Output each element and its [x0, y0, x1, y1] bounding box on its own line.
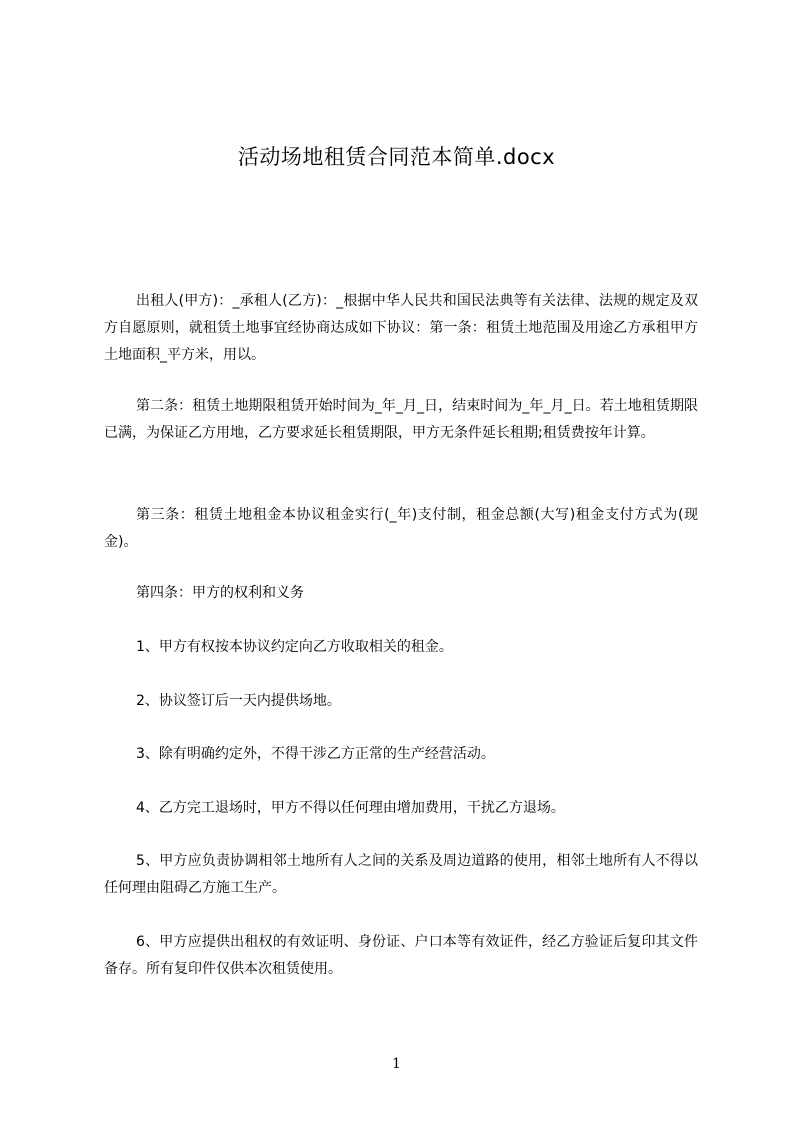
list-item-party-a-duty-3: 3、除有明确约定外，不得干涉乙方正常的生产经营活动。 — [136, 746, 495, 762]
paragraph-parties-and-article-1: 出租人(甲方)：_承租人(乙方)：_根据中华人民共和国民法典等有关法律、法规的规定及双方自愿原则，就租赁土地事宜经协商达成如下协议：第一条：租赁土地范围及用途乙方承租甲方土地面积_平方米，用以。 — [104, 293, 698, 363]
list-item-party-a-duty-2: 2、协议签订后一天内提供场地。 — [136, 693, 341, 709]
list-item-party-a-right-1: 1、甲方有权按本协议约定向乙方收取相关的租金。 — [136, 639, 453, 655]
list-item-party-a-duty-5: 5、甲方应负责协调相邻土地所有人之间的关系及周边道路的使用，相邻土地所有人不得以任何理由阻碍乙方施工生产。 — [104, 853, 698, 896]
list-item-party-a-duty-6: 6、甲方应提供出租权的有效证明、身份证、户口本等有效证件，经乙方验证后复印其文件备存。所有复印件仅供本次租赁使用。 — [104, 934, 698, 977]
paragraph-article-2-lease-term: 第二条：租赁土地期限租赁开始时间为_年_月_日，结束时间为_年_月_日。若土地租赁期限已满，为保证乙方用地，乙方要求延长租赁期限，甲方无条件延长租期;租赁费按年计算。 — [104, 398, 698, 441]
document-title: 活动场地租赁合同范本简单.docx — [237, 145, 556, 169]
paragraph-article-4-heading: 第四条：甲方的权利和义务 — [136, 585, 304, 601]
list-item-party-a-duty-4: 4、乙方完工退场时，甲方不得以任何理由增加费用，干扰乙方退场。 — [136, 800, 565, 816]
paragraph-article-3-rent: 第三条：租赁土地租金本协议租金实行(_年)支付制，租金总额(大写)租金支付方式为(现金)。 — [104, 507, 698, 550]
page-number: 1 — [392, 1056, 401, 1072]
